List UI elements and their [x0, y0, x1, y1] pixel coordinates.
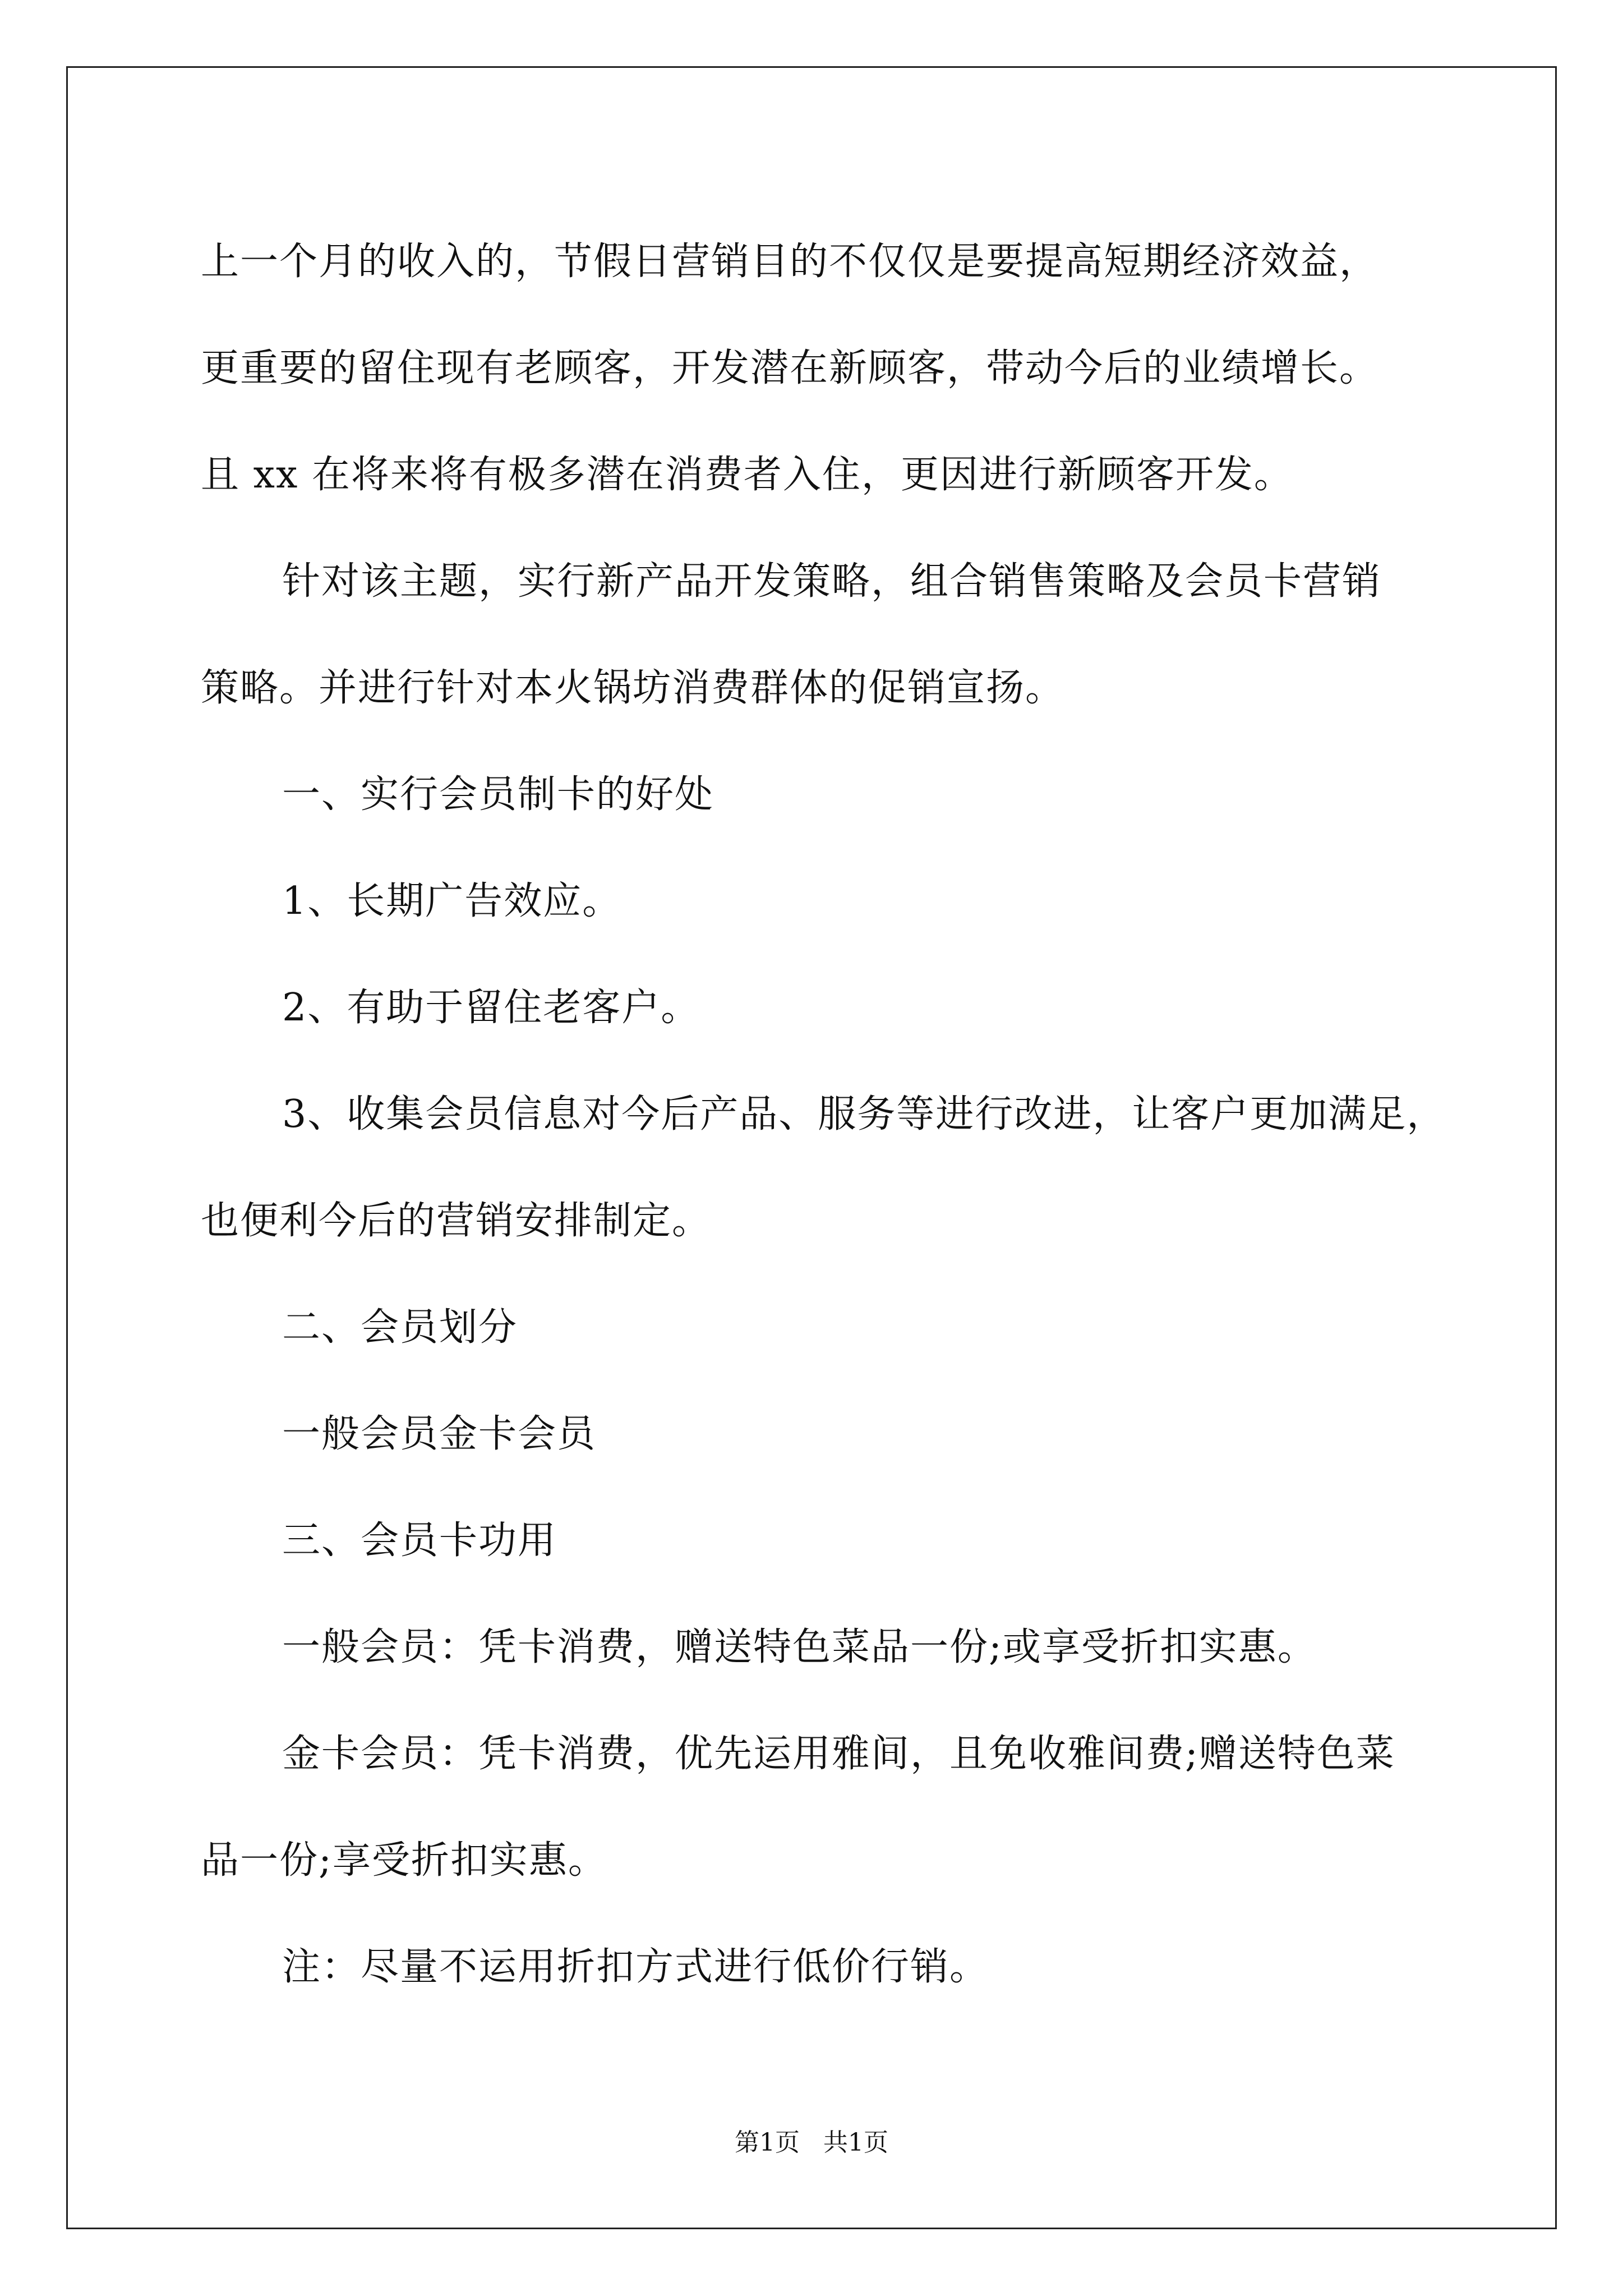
section-heading: 二、会员划分	[282, 1305, 518, 1350]
section-heading: 三、会员卡功用	[282, 1519, 557, 1563]
list-item: 1、长期广告效应。	[282, 879, 622, 923]
paragraph-line: 金卡会员：凭卡消费，优先运用雅间，且免收雅间费;赠送特色菜	[282, 1732, 1395, 1776]
paragraph-line: 针对该主题，实行新产品开发策略，组合销售策略及会员卡营销	[282, 559, 1382, 604]
paragraph-line: 品一份;享受折扣实惠。	[201, 1838, 607, 1883]
section-heading: 一、实行会员制卡的好处	[282, 772, 714, 817]
paragraph-line: 也便利今后的营销安排制定。	[201, 1199, 712, 1243]
document-body	[201, 209, 1446, 2021]
paragraph-line: 更重要的留住现有老顾客，开发潜在新顾客，带动今后的业绩增长。	[201, 346, 1379, 390]
paragraph-line: 且 xx 在将来将有极多潜在消费者入住，更因进行新顾客开发。	[201, 453, 1293, 497]
list-item: 2、有助于留住老客户。	[282, 986, 700, 1030]
page-footer: 第1页 共1页	[735, 2128, 888, 2157]
paragraph-line: 一般会员：凭卡消费，赠送特色菜品一份;或享受折扣实惠。	[282, 1625, 1317, 1669]
paragraph-line: 策略。并进行针对本火锅坊消费群体的促销宣扬。	[201, 666, 1065, 710]
note-line: 注：尽量不运用折扣方式进行低价行销。	[282, 1945, 989, 1989]
list-item: 3、收集会员信息对今后产品、服务等进行改进，让客户更加满足，	[282, 1092, 1446, 1137]
paragraph-line: 上一个月的收入的，节假日营销目的不仅仅是要提高短期经济效益，	[201, 240, 1379, 284]
paragraph-line: 一般会员金卡会员	[282, 1412, 597, 1456]
